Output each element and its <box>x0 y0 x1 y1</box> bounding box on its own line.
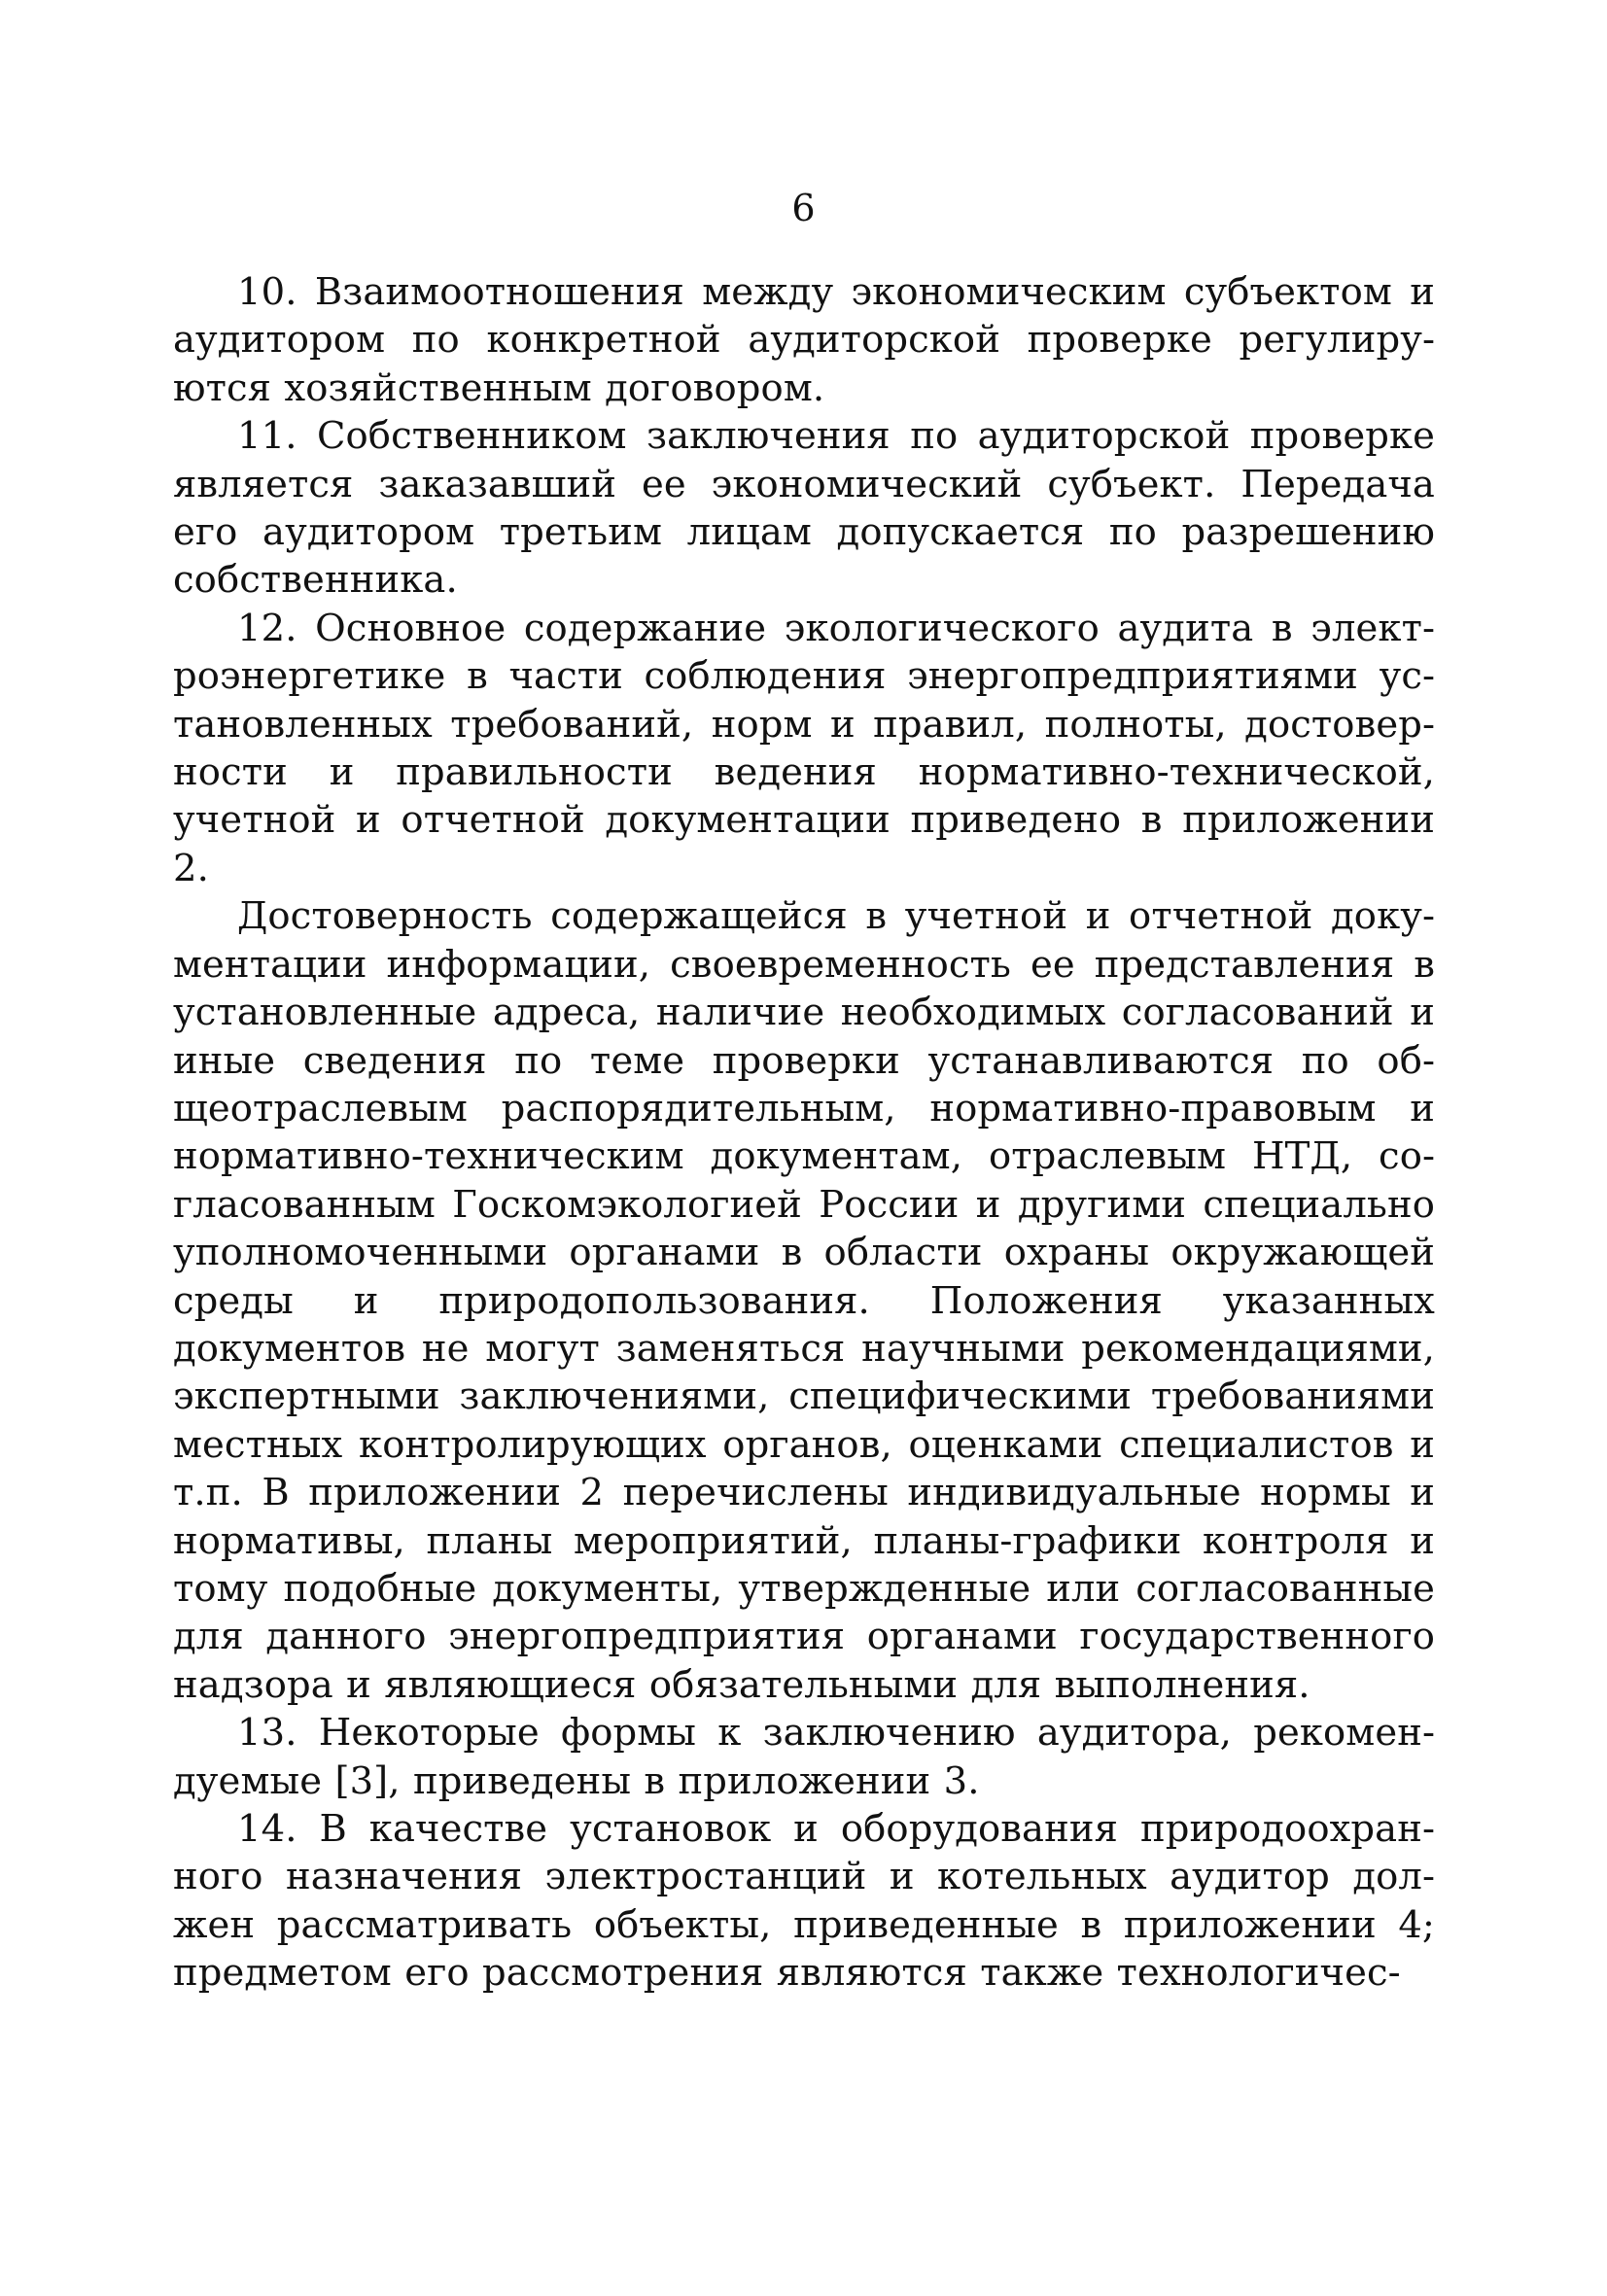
paragraph-12-continued: Достоверность содержащейся в учетной и отчетной документации информации, своевременность ее представления в установленные адреса, наличие необходимых согласований и иные сведения по теме проверки устанавливаются по общеотраслевым распорядительным, нормативно-правовым и нормативно-техническим документам, отраслевым НТД, согласованным Госкомэкологией России и другими специально уполномоченными органами в области охраны окружающей среды и природопользования. Положения указанных документов не могут заменяться научными рекомендациями, экспертными заключениями, специфическими требованиями местных контролирующих органов, оценками специалистов и т.п. В приложении 2 перечислены индивидуальные нормы и нормативы, планы мероприятий, планы-графики контроля и тому подобные документы, утвержденные или согласованные для данного энергопредприятия органами государственного надзора и являющиеся обязательными для выполнения. <box>173 894 1435 1707</box>
paragraph-13: 13. Некоторые формы к заключению аудитора, рекомендуемые [3], приведены в приложении 3. <box>173 1711 1435 1803</box>
paragraph-12: 12. Основное содержание экологического аудита в электроэнергетике в части соблюдения энергопредприятиями установленных требований, норм и правил, полноты, достоверности и правильности ведения нормативно-технической, учетной и отчетной документации приведено в приложении 2. <box>173 606 1435 890</box>
page-number: 6 <box>791 187 816 229</box>
paragraph-14: 14. В качестве установок и оборудования природоохранного назначения электростанций и котельных аудитор должен рассматривать объекты, приведенные в приложении 4; предметом его рассмотрения являются также технологичес- <box>173 1807 1435 1996</box>
body-text <box>173 268 1435 1998</box>
paragraph-10: 10. Взаимоотношения между экономическим субъектом и аудитором по конкретной аудиторской проверке регулируются хозяйственным договором. <box>173 270 1435 410</box>
paragraph-11: 11. Собственником заключения по аудиторской проверке является заказавший ее экономический субъект. Передача его аудитором третьим лицам допускается по разрешению собственника. <box>173 414 1435 603</box>
